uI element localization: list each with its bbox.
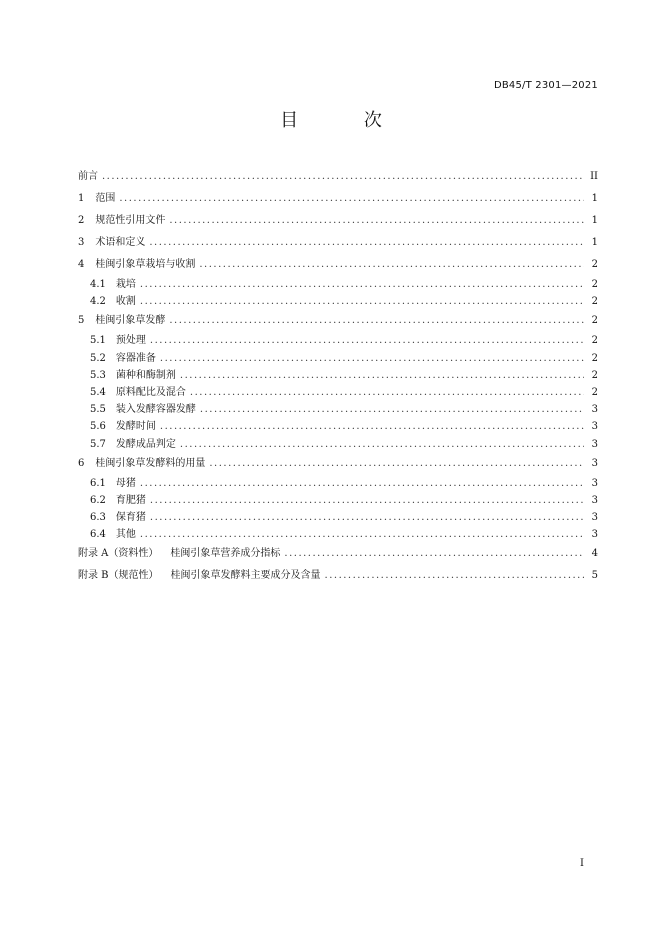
toc-dot-leader (140, 293, 584, 310)
toc-entry-number: 5.5 (90, 404, 106, 416)
table-of-contents (78, 166, 598, 587)
toc-entry[interactable] (78, 526, 598, 543)
toc-entry[interactable] (78, 254, 598, 276)
toc-entry-label: 发酵成品判定 (115, 438, 176, 450)
toc-entry-number: 5.7 (90, 438, 106, 450)
toc-entry-number: 2 (78, 215, 85, 226)
page-number: I (580, 858, 584, 869)
toc-entry[interactable] (78, 367, 598, 384)
toc-entry-label: 栽培 (115, 279, 136, 290)
toc-dot-leader (160, 350, 584, 367)
toc-entry[interactable] (78, 210, 598, 232)
toc-dot-leader (169, 210, 584, 232)
toc-entry-label: 其他 (115, 529, 136, 541)
toc-dot-leader (140, 526, 584, 543)
toc-entry-number: 5.2 (90, 352, 106, 364)
toc-dot-leader (169, 310, 584, 332)
toc-entry-page: 1 (591, 215, 598, 226)
toc-entry-label: 术语和定义 (95, 237, 146, 248)
toc-entry[interactable] (78, 436, 598, 453)
toc-entry-number: 6.3 (90, 512, 106, 524)
toc-entry-label: 桂闽引象草发酵 (95, 315, 166, 327)
toc-entry[interactable] (78, 475, 598, 492)
toc-entry[interactable] (78, 188, 598, 210)
toc-dot-leader (150, 492, 584, 509)
toc-entry-page: II (590, 171, 598, 182)
toc-entry-number: 6.2 (90, 494, 106, 506)
toc-dot-leader (150, 509, 584, 526)
toc-entry-page: 3 (591, 421, 598, 433)
toc-entry-number: 5.4 (90, 386, 106, 398)
toc-dot-leader (140, 276, 584, 293)
toc-entry[interactable] (78, 418, 598, 435)
toc-dot-leader (200, 401, 584, 418)
toc-entry-number: 附录 A（资料性） (78, 548, 159, 560)
toc-entry[interactable] (78, 453, 598, 475)
toc-entry-label: 菌种和酶制剂 (115, 369, 176, 381)
toc-entry-number: 6.4 (90, 529, 106, 541)
toc-entry-page: 2 (591, 259, 598, 270)
toc-entry-page: 2 (591, 296, 598, 308)
toc-entry-label: 桂闽引象草营养成分指标 (170, 548, 281, 560)
toc-dot-leader (325, 565, 584, 587)
toc-dot-leader (150, 332, 584, 349)
toc-entry-page: 2 (591, 386, 598, 398)
toc-entry-page: 2 (591, 352, 598, 364)
toc-entry[interactable] (78, 384, 598, 401)
toc-entry-label: 桂闽引象草发酵料主要成分及含量 (170, 570, 321, 582)
toc-entry-page: 3 (591, 477, 598, 489)
toc-entry[interactable] (78, 293, 598, 310)
toc-entry[interactable] (78, 350, 598, 367)
toc-entry-page: 3 (591, 457, 598, 469)
toc-entry-number: 附录 B（规范性） (78, 570, 159, 582)
toc-entry-label: 装入发酵容器发酵 (115, 404, 196, 416)
toc-dot-leader (102, 166, 584, 188)
toc-entry-label: 桂闽引象草栽培与收割 (95, 259, 196, 270)
toc-entry-label: 原料配比及混合 (115, 386, 186, 398)
toc-entry-page: 3 (591, 494, 598, 506)
toc-entry-page: 5 (591, 570, 598, 582)
toc-dot-leader (209, 453, 584, 475)
toc-entry[interactable] (78, 509, 598, 526)
toc-entry-page: 1 (591, 193, 598, 204)
toc-entry[interactable] (78, 332, 598, 349)
toc-entry[interactable] (78, 310, 598, 332)
toc-entry-label: 容器准备 (115, 352, 156, 364)
toc-entry-label: 育肥猪 (115, 494, 146, 506)
toc-entry-label: 保育猪 (115, 512, 146, 524)
toc-entry-page: 1 (591, 237, 598, 248)
toc-entry-label: 桂闽引象草发酵料的用量 (95, 457, 206, 469)
document-code: DB45/T 2301—2021 (493, 80, 598, 91)
toc-dot-leader (149, 232, 584, 254)
toc-entry-number: 5 (78, 315, 85, 327)
toc-entry[interactable] (78, 543, 598, 565)
toc-dot-leader (160, 418, 584, 435)
toc-entry-page: 3 (591, 438, 598, 450)
toc-dot-leader (199, 254, 584, 276)
toc-entry[interactable] (78, 166, 598, 188)
toc-entry-label: 前言 (78, 171, 98, 182)
page-title: 目 次 (280, 110, 412, 131)
toc-entry-page: 2 (591, 369, 598, 381)
toc-entry-label: 收割 (115, 296, 136, 308)
toc-entry-label: 范围 (95, 193, 116, 204)
toc-entry-page: 3 (591, 512, 598, 524)
toc-dot-leader (284, 543, 584, 565)
toc-entry-page: 3 (591, 404, 598, 416)
toc-dot-leader (180, 367, 584, 384)
toc-entry-page: 3 (591, 529, 598, 541)
toc-entry[interactable] (78, 232, 598, 254)
toc-entry-number: 6 (78, 457, 85, 469)
toc-entry-label: 规范性引用文件 (95, 215, 166, 226)
toc-entry[interactable] (78, 276, 598, 293)
toc-entry-page: 4 (591, 548, 598, 560)
toc-entry-number: 5.6 (90, 421, 106, 433)
toc-entry-label: 发酵时间 (115, 421, 156, 433)
toc-dot-leader (190, 384, 584, 401)
toc-entry-number: 4.2 (90, 296, 106, 308)
toc-entry[interactable] (78, 565, 598, 587)
toc-entry-number: 3 (78, 237, 85, 248)
toc-dot-leader (119, 188, 584, 210)
toc-entry-number: 5.1 (90, 335, 106, 347)
toc-entry[interactable] (78, 492, 598, 509)
toc-dot-leader (140, 475, 584, 492)
toc-entry-number: 4 (78, 259, 85, 270)
toc-entry-page: 2 (591, 335, 598, 347)
toc-entry-number: 5.3 (90, 369, 106, 381)
toc-entry-number: 6.1 (90, 477, 106, 489)
toc-entry-label: 母猪 (115, 477, 136, 489)
toc-entry[interactable] (78, 401, 598, 418)
toc-entry-number: 1 (78, 193, 85, 204)
toc-entry-page: 2 (591, 315, 598, 327)
toc-entry-page: 2 (591, 279, 598, 290)
toc-dot-leader (180, 436, 584, 453)
toc-entry-label: 预处理 (115, 335, 146, 347)
toc-entry-number: 4.1 (90, 279, 106, 290)
